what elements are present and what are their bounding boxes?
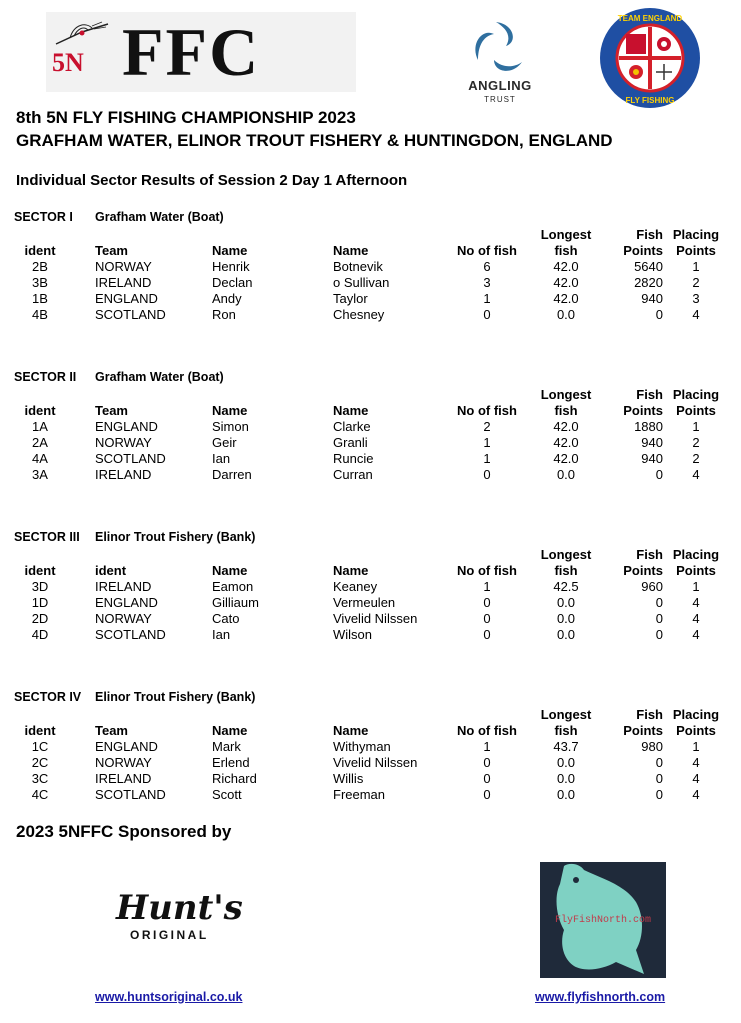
cell-no-of-fish: 0 — [483, 595, 491, 610]
hunts-original-logo — [112, 888, 242, 948]
cell-fish-points: 0 — [655, 627, 663, 642]
header-placing-top: Placing — [672, 227, 720, 242]
sector-label: SECTOR II — [14, 370, 77, 384]
cell-first-name: Andy — [212, 291, 242, 306]
cell-ident: 1B — [32, 291, 48, 306]
cell-last-name: Runcie — [333, 451, 374, 466]
cell-no-of-fish: 0 — [483, 755, 491, 770]
cell-team: SCOTLAND — [95, 787, 166, 802]
cell-team: NORWAY — [95, 259, 152, 274]
cell-longest: 42.0 — [553, 451, 579, 466]
header-longest-bottom: fish — [554, 563, 578, 578]
header-fish-points-bottom: Points — [623, 403, 663, 418]
header-first-name: Name — [212, 403, 248, 418]
sponsors-title: 2023 5NFFC Sponsored by — [16, 822, 232, 841]
cell-placing: 2 — [692, 435, 700, 450]
cell-last-name: Keaney — [333, 579, 378, 594]
cell-fish-points: 940 — [641, 451, 663, 466]
cell-last-name: Willis — [333, 771, 364, 786]
table-row — [0, 291, 741, 307]
cell-placing: 1 — [692, 579, 700, 594]
header-longest-top: Longest — [540, 387, 592, 402]
sector-title — [14, 370, 224, 384]
header-placing-bottom: Points — [676, 563, 716, 578]
cell-first-name: Ron — [212, 307, 236, 322]
header-ident: ident — [24, 403, 56, 418]
sector-title — [14, 530, 256, 544]
results-subtitle: Individual Sector Results of Session 2 Day 1 Afternoon — [16, 172, 408, 189]
cell-team: IRELAND — [95, 275, 152, 290]
sector-location: Grafham Water (Boat) — [95, 210, 224, 224]
cell-placing: 1 — [692, 259, 700, 274]
cell-ident: 1D — [31, 595, 49, 610]
sector-label: SECTOR IV — [14, 690, 82, 704]
header-ident: ident — [24, 563, 56, 578]
header-longest-top: Longest — [540, 547, 592, 562]
cell-no-of-fish: 1 — [483, 291, 491, 306]
cell-no-of-fish: 0 — [483, 771, 491, 786]
cell-ident: 2A — [32, 435, 48, 450]
hunts-original-link[interactable]: www.huntsoriginal.co.uk — [95, 990, 243, 1004]
cell-fish-points: 5640 — [634, 259, 663, 274]
cell-team: SCOTLAND — [95, 307, 166, 322]
header-fish-points-top: Fish — [636, 387, 663, 402]
cell-fish-points: 940 — [641, 291, 663, 306]
flyfishnorth-link[interactable]: www.flyfishnorth.com — [535, 990, 666, 1004]
flyfishnorth-logo-text: FlyFishNorth.com — [554, 915, 651, 926]
sector-4 — [0, 690, 741, 800]
cell-no-of-fish: 6 — [483, 259, 491, 274]
table-row — [0, 307, 741, 323]
cell-first-name: Eamon — [212, 579, 254, 594]
cell-no-of-fish: 1 — [483, 435, 491, 450]
cell-placing: 3 — [692, 291, 700, 306]
header-ident: ident — [24, 723, 56, 738]
cell-fish-points: 980 — [641, 739, 663, 754]
cell-longest: 0.0 — [556, 307, 576, 322]
cell-ident: 1C — [31, 739, 49, 754]
cell-placing: 4 — [692, 627, 700, 642]
cell-fish-points: 0 — [655, 787, 663, 802]
angling-trust-logo — [452, 18, 548, 102]
table-row — [0, 595, 741, 611]
table-row — [0, 627, 741, 643]
cell-no-of-fish: 1 — [483, 451, 491, 466]
table-row — [0, 611, 741, 627]
table-row — [0, 259, 741, 275]
cell-team: NORWAY — [95, 435, 152, 450]
cell-fish-points: 2820 — [634, 275, 663, 290]
header-no-of-fish: No of fish — [457, 563, 517, 578]
cell-last-name: Granli — [333, 435, 368, 450]
header-longest-top: Longest — [540, 227, 592, 242]
cell-placing: 4 — [692, 595, 700, 610]
header-no-of-fish: No of fish — [457, 403, 517, 418]
table-row — [0, 451, 741, 467]
header-placing-top: Placing — [672, 547, 720, 562]
cell-last-name: Botnevik — [333, 259, 383, 274]
cell-ident: 3B — [32, 275, 48, 290]
cell-first-name: Cato — [212, 611, 240, 626]
cell-fish-points: 0 — [655, 755, 663, 770]
cell-team: ENGLAND — [95, 419, 158, 434]
cell-first-name: Richard — [212, 771, 257, 786]
cell-last-name: Curran — [333, 467, 373, 482]
header-placing-bottom: Points — [676, 723, 716, 738]
cell-last-name: Freeman — [333, 787, 386, 802]
sector-location: Elinor Trout Fishery (Bank) — [95, 690, 256, 704]
header-longest-bottom: fish — [554, 403, 578, 418]
cell-no-of-fish: 0 — [483, 611, 491, 626]
cell-team: SCOTLAND — [95, 451, 166, 466]
header-placing-bottom: Points — [676, 243, 716, 258]
flyfishnorth-logo — [540, 862, 666, 978]
cell-longest: 42.0 — [553, 259, 579, 274]
cell-last-name: Vivelid Nilssen — [333, 611, 418, 626]
cell-team: ENGLAND — [95, 739, 158, 754]
cell-first-name: Simon — [212, 419, 249, 434]
header-last-name: Name — [333, 243, 369, 258]
cell-ident: 3C — [31, 771, 49, 786]
ffc-logo — [46, 12, 356, 92]
cell-ident: 2B — [32, 259, 48, 274]
cell-first-name: Mark — [212, 739, 241, 754]
header-ident: ident — [24, 243, 56, 258]
header-no-of-fish: No of fish — [457, 243, 517, 258]
cell-team: SCOTLAND — [95, 627, 166, 642]
header-team: Team — [95, 403, 128, 418]
angling-trust-line2: TRUST — [484, 95, 516, 104]
header-longest-top: Longest — [540, 707, 592, 722]
ffc-logo-prefix: 5N — [52, 48, 84, 77]
cell-last-name: Vivelid Nilssen — [333, 755, 418, 770]
cell-longest: 0.0 — [556, 467, 576, 482]
hunts-logo-script: Hunt's — [116, 888, 243, 928]
cell-ident: 2D — [31, 611, 49, 626]
ffc-logo-text: FFC — [122, 14, 261, 90]
header-fish-points-bottom: Points — [623, 563, 663, 578]
sector-title — [14, 210, 224, 224]
cell-longest: 42.0 — [553, 419, 579, 434]
table-row — [0, 771, 741, 787]
cell-first-name: Ian — [212, 627, 231, 642]
cell-first-name: Erlend — [212, 755, 250, 770]
header-last-name: Name — [333, 563, 369, 578]
cell-team: NORWAY — [95, 611, 152, 626]
angling-trust-line1: ANGLING — [468, 78, 532, 93]
cell-longest: 43.7 — [553, 739, 579, 754]
cell-placing: 4 — [692, 755, 700, 770]
cell-longest: 0.0 — [556, 787, 576, 802]
cell-ident: 2C — [31, 755, 49, 770]
cell-first-name: Scott — [212, 787, 242, 802]
cell-placing: 4 — [692, 771, 700, 786]
header-team: Team — [95, 243, 128, 258]
table-row — [0, 435, 741, 451]
cell-longest: 0.0 — [556, 771, 576, 786]
cell-placing: 4 — [692, 787, 700, 802]
header-first-name: Name — [212, 723, 248, 738]
cell-fish-points: 1880 — [634, 419, 663, 434]
header-fish-points-top: Fish — [636, 547, 663, 562]
cell-first-name: Geir — [212, 435, 237, 450]
sector-2 — [0, 370, 741, 480]
cell-placing: 4 — [692, 307, 700, 322]
cell-ident: 3A — [32, 467, 48, 482]
cell-no-of-fish: 0 — [483, 627, 491, 642]
cell-ident: 4D — [31, 627, 49, 642]
cell-fish-points: 940 — [641, 435, 663, 450]
table-row — [0, 787, 741, 803]
cell-placing: 1 — [692, 739, 700, 754]
cell-team: ENGLAND — [95, 291, 158, 306]
table-row — [0, 579, 741, 595]
cell-ident: 4C — [31, 787, 49, 802]
header-last-name: Name — [333, 723, 369, 738]
header-first-name: Name — [212, 243, 248, 258]
cell-fish-points: 0 — [655, 771, 663, 786]
sector-title — [14, 690, 256, 704]
cell-placing: 4 — [692, 611, 700, 626]
cell-first-name: Ian — [212, 451, 231, 466]
cell-team: ENGLAND — [95, 595, 158, 610]
sector-location: Elinor Trout Fishery (Bank) — [95, 530, 256, 544]
cell-no-of-fish: 0 — [483, 307, 491, 322]
team-england-ring-bottom: FLY FISHING — [625, 96, 675, 105]
hunts-logo-sub: ORIGINAL — [130, 928, 209, 942]
championship-title: 8th 5N FLY FISHING CHAMPIONSHIP 2023 — [16, 108, 356, 127]
cell-no-of-fish: 1 — [483, 739, 491, 754]
table-row — [0, 739, 741, 755]
header-longest-bottom: fish — [554, 243, 578, 258]
header-last-name: Name — [333, 403, 369, 418]
cell-ident: 1A — [32, 419, 48, 434]
angling-trust-fish-icon — [452, 18, 548, 78]
cell-ident: 4B — [32, 307, 48, 322]
cell-team: IRELAND — [95, 771, 152, 786]
header-placing-top: Placing — [672, 387, 720, 402]
cell-no-of-fish: 3 — [483, 275, 491, 290]
table-row — [0, 419, 741, 435]
header-fish-points-bottom: Points — [623, 723, 663, 738]
team-england-badge-icon — [598, 6, 702, 110]
header-placing-top: Placing — [672, 707, 720, 722]
cell-longest: 42.5 — [553, 579, 579, 594]
cell-no-of-fish: 0 — [483, 787, 491, 802]
cell-placing: 2 — [692, 451, 700, 466]
cell-team: NORWAY — [95, 755, 152, 770]
cell-first-name: Declan — [212, 275, 253, 290]
header-first-name: Name — [212, 563, 248, 578]
sector-3 — [0, 530, 741, 640]
cell-placing: 2 — [692, 275, 700, 290]
cell-longest: 0.0 — [556, 627, 576, 642]
header-fish-points-top: Fish — [636, 707, 663, 722]
header-fish-points-bottom: Points — [623, 243, 663, 258]
cell-longest: 42.0 — [553, 275, 579, 290]
cell-last-name: Clarke — [333, 419, 371, 434]
cell-last-name: Taylor — [333, 291, 368, 306]
cell-fish-points: 0 — [655, 611, 663, 626]
cell-first-name: Gilliaum — [212, 595, 259, 610]
header-team: Team — [95, 723, 128, 738]
sector-label: SECTOR I — [14, 210, 73, 224]
cell-placing: 1 — [692, 419, 700, 434]
sector-location: Grafham Water (Boat) — [95, 370, 224, 384]
header-no-of-fish: No of fish — [457, 723, 517, 738]
table-row — [0, 755, 741, 771]
cell-fish-points: 0 — [655, 467, 663, 482]
table-row — [0, 467, 741, 483]
cell-last-name: Chesney — [333, 307, 385, 322]
cell-no-of-fish: 2 — [483, 419, 491, 434]
cell-longest: 42.0 — [553, 291, 579, 306]
cell-ident: 3D — [31, 579, 49, 594]
cell-last-name: Vermeulen — [333, 595, 396, 610]
cell-last-name: Wilson — [333, 627, 373, 642]
cell-longest: 0.0 — [556, 755, 576, 770]
cell-first-name: Darren — [212, 467, 252, 482]
cell-last-name: o Sullivan — [333, 275, 390, 290]
cell-team: IRELAND — [95, 579, 152, 594]
cell-fish-points: 0 — [655, 307, 663, 322]
cell-placing: 4 — [692, 467, 700, 482]
cell-ident: 4A — [32, 451, 48, 466]
cell-longest: 0.0 — [556, 595, 576, 610]
header-fish-points-top: Fish — [636, 227, 663, 242]
cell-first-name: Henrik — [212, 259, 250, 274]
header-placing-bottom: Points — [676, 403, 716, 418]
cell-last-name: Withyman — [333, 739, 391, 754]
venue-title: GRAFHAM WATER, ELINOR TROUT FISHERY & HUNTINGDON, ENGLAND — [16, 131, 613, 150]
cell-longest: 0.0 — [556, 611, 576, 626]
cell-team: IRELAND — [95, 467, 152, 482]
table-row — [0, 275, 741, 291]
cell-no-of-fish: 0 — [483, 467, 491, 482]
header-longest-bottom: fish — [554, 723, 578, 738]
cell-longest: 42.0 — [553, 435, 579, 450]
sector-label: SECTOR III — [14, 530, 80, 544]
cell-no-of-fish: 1 — [483, 579, 491, 594]
header-team: ident — [95, 563, 127, 578]
cell-fish-points: 960 — [641, 579, 663, 594]
team-england-ring-top: TEAM ENGLAND — [617, 14, 683, 23]
team-england-fly-fishing-logo — [598, 6, 702, 110]
cell-fish-points: 0 — [655, 595, 663, 610]
sector-1 — [0, 210, 741, 320]
